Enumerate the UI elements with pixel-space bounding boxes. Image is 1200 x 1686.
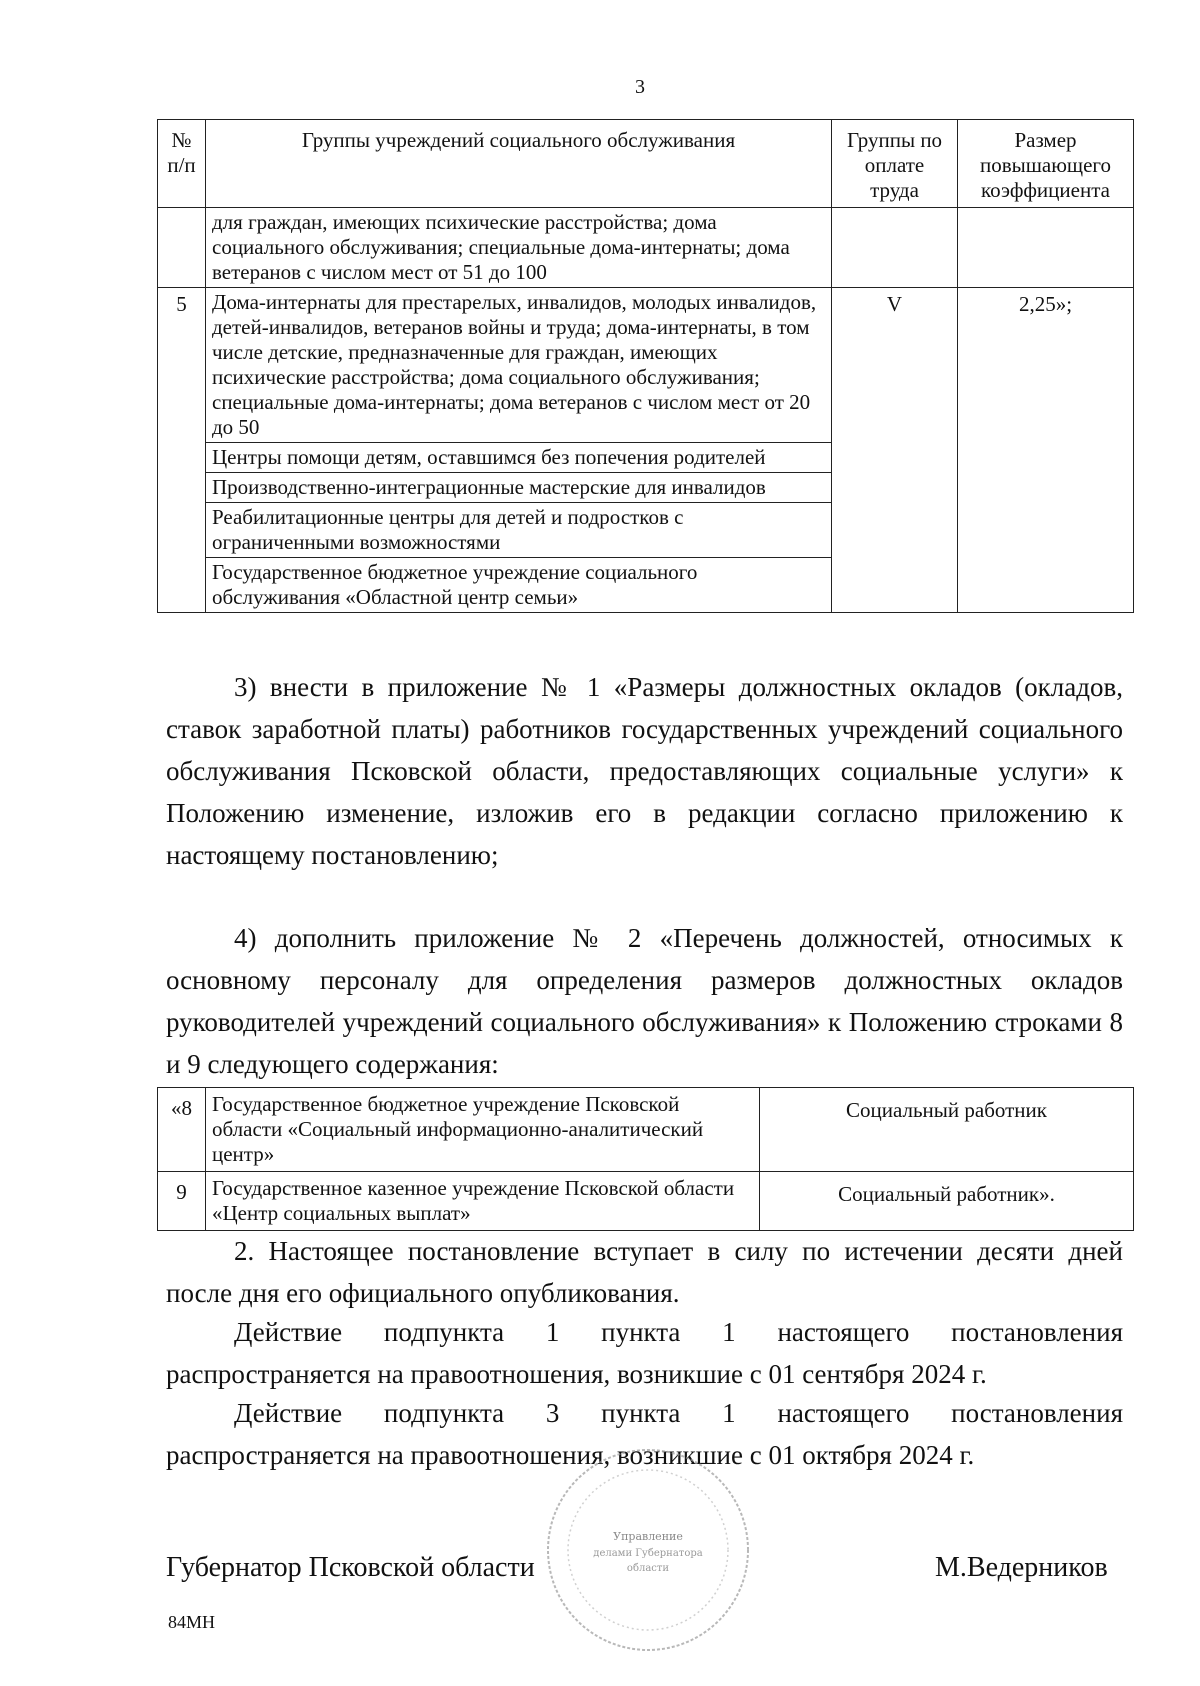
row-group: V [832, 288, 958, 613]
row-coef [958, 208, 1134, 288]
header-pay-group: Группы по оплате труда [832, 120, 958, 208]
seal-line-3: области [626, 1563, 670, 1574]
document-code: 84МН [168, 1612, 216, 1632]
table-row [158, 288, 1134, 443]
row-name: Государственное бюджетное учреждение социального обслуживания «Областной центр семьи» [206, 558, 832, 613]
seal-line-1: Управление [613, 1530, 683, 1543]
table-row [158, 1088, 1134, 1172]
row-num [158, 208, 206, 288]
row-name: Центры помощи детям, оставшимся без попечения родителей [206, 443, 832, 473]
header-groups: Группы учреждений социального обслуживания [206, 120, 832, 208]
row-position: Социальный работник [760, 1088, 1134, 1172]
row-position: Социальный работник». [760, 1172, 1134, 1231]
row-name: для граждан, имеющих психические расстройства; дома социального обслуживания; специальные дома-интернаты; дома ветеранов с числом мест от 51 до 100 [206, 208, 832, 288]
official-seal [538, 1440, 758, 1660]
paragraph-sub3: Действие подпункта 3 пункта 1 настоящего постановления распространяется на правоотношения, возникшие с 01 октября 2024 г. [166, 1398, 1123, 1470]
row-num: 5 [158, 288, 206, 613]
row-org: Государственное бюджетное учреждение Псковской области «Социальный информационно-аналитический центр» [206, 1088, 760, 1172]
row-org: Государственное казенное учреждение Псковской области «Центр социальных выплат» [206, 1172, 760, 1231]
row-coef: 2,25»; [958, 288, 1134, 613]
seal-line-2: делами Губернатора [593, 1548, 703, 1559]
paragraph-item-2: 2. Настоящее постановление вступает в силу по истечении десяти дней после дня его официального опубликования. [166, 1236, 1123, 1308]
paragraph-item-3: 3) внести в приложение № 1 «Размеры должностных окладов (окладов, ставок заработной платы) работников государственных учреждений социального обслуживания Псковской области, предоставляющих социальные услуги» к Положению изменение, изложив его в редакции согласно приложению к настоящему постановлению; [166, 672, 1123, 870]
table-header-row [158, 120, 1134, 208]
table-row [158, 1172, 1134, 1231]
paragraph-sub1: Действие подпункта 1 пункта 1 настоящего постановления распространяется на правоотношения, возникшие с 01 сентября 2024 г. [166, 1317, 1123, 1389]
header-coefficient: Размер повышающего коэффициента [958, 120, 1134, 208]
row-name: Реабилитационные центры для детей и подростков с ограниченными возможностями [206, 503, 832, 558]
page-number: 3 [635, 76, 645, 98]
paragraph-item-4: 4) дополнить приложение № 2 «Перечень должностей, относимых к основному персоналу для определения размеров должностных окладов руководителей учреждений социального обслуживания» к Положению строками 8 и 9 следующего содержания: [166, 923, 1123, 1079]
positions-table [157, 1087, 1134, 1231]
row-name: Производственно-интеграционные мастерские для инвалидов [206, 473, 832, 503]
row-name: Дома-интернаты для престарелых, инвалидов, молодых инвалидов, детей-инвалидов, ветеранов войны и труда; дома-интернаты, в том числе детские, предназначенные для граждан, имеющих психические расстройства; дома социального обслуживания; специальные дома-интернаты; дома ветеранов с числом мест от 20 до 50 [206, 288, 832, 443]
row-group [832, 208, 958, 288]
header-num: № п/п [158, 120, 206, 208]
signatory-title: Губернатор Псковской области [166, 1552, 535, 1583]
signatory-name: М.Ведерников [935, 1552, 1108, 1583]
row-num: «8 [158, 1088, 206, 1172]
table-row [158, 208, 1134, 288]
coefficient-table [157, 119, 1134, 613]
row-num: 9 [158, 1172, 206, 1231]
